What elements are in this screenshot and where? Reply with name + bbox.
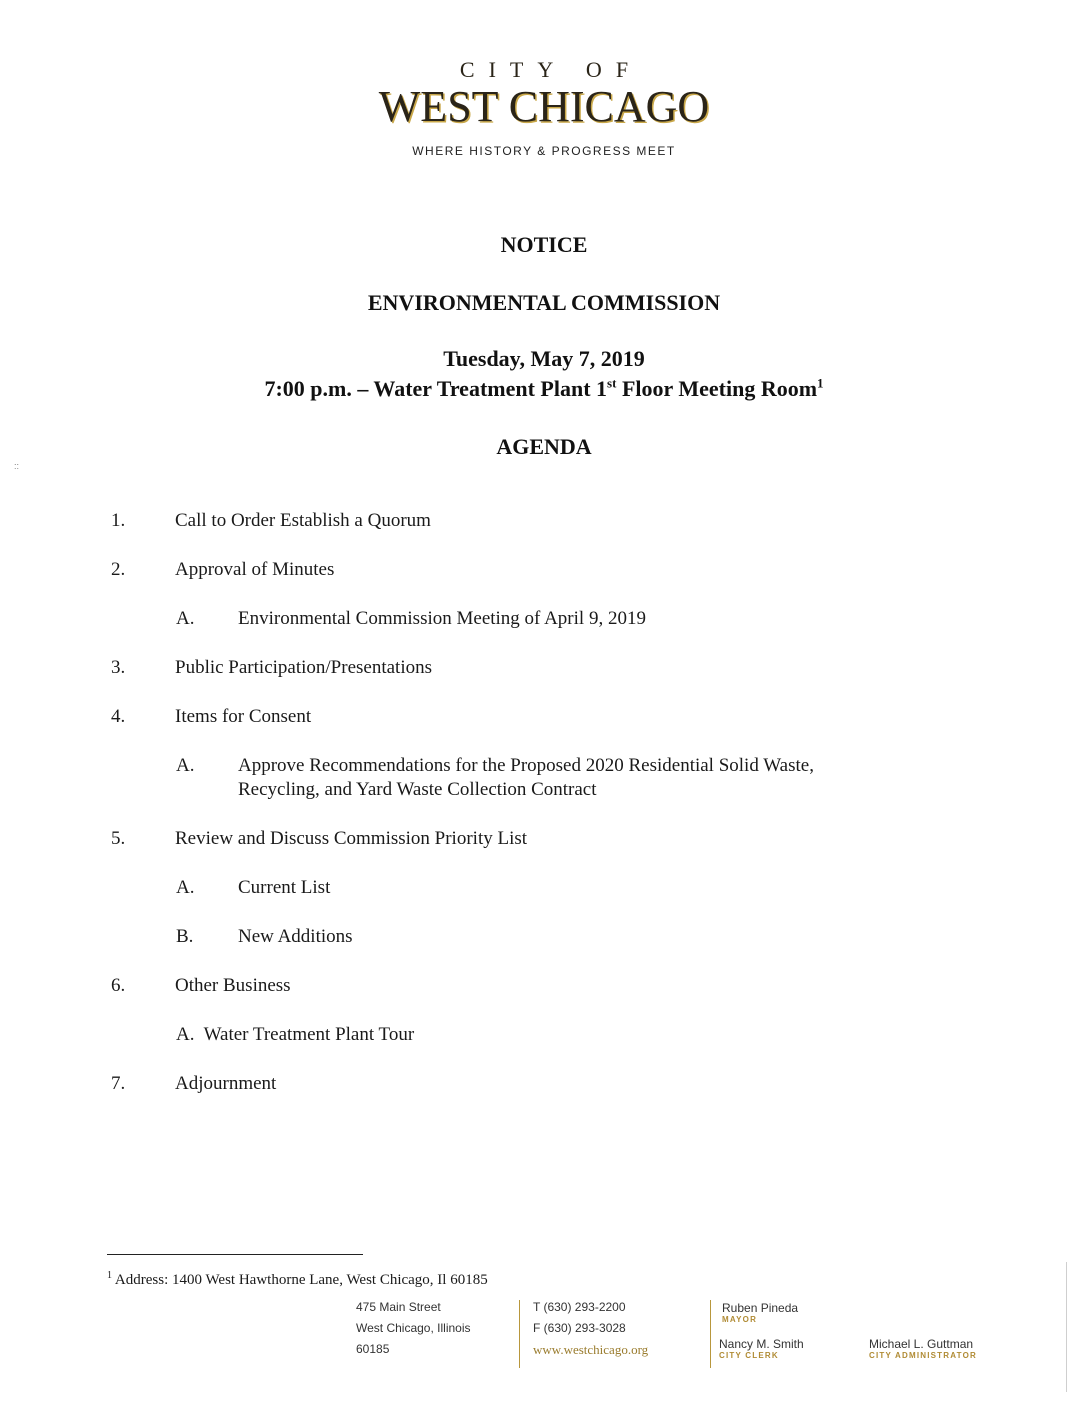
footer-contact xyxy=(533,1297,648,1360)
address-city: West Chicago, Illinois xyxy=(356,1321,471,1335)
administrator-credit xyxy=(869,1337,977,1361)
website-link[interactable]: www.westchicago.org xyxy=(533,1342,649,1357)
ordinal-suffix: st xyxy=(607,375,617,391)
agenda-item-number: 5. xyxy=(111,828,126,849)
address-street: 475 Main Street xyxy=(356,1300,441,1314)
mayor-credit xyxy=(722,1301,798,1325)
agenda-item-text: Adjournment xyxy=(175,1073,277,1094)
administrator-name: Michael L. Guttman xyxy=(869,1337,974,1351)
footnote-text: Address: 1400 West Hawthorne Lane, West Chicago, Il 60185 xyxy=(112,1272,488,1288)
footer-address xyxy=(356,1297,471,1360)
agenda-subitem-text: A. Water Treatment Plant Tour xyxy=(176,1024,415,1045)
footer-divider xyxy=(519,1300,520,1368)
administrator-title: CITY ADMINISTRATOR xyxy=(869,1351,977,1360)
letterhead xyxy=(0,58,1088,158)
agenda-item-text: Items for Consent xyxy=(175,706,312,727)
agenda-subitem-letter: A. xyxy=(176,608,195,629)
margin-mark: :: xyxy=(14,461,20,471)
agenda-item-number: 7. xyxy=(111,1073,126,1094)
footnote-rule xyxy=(107,1254,363,1255)
meeting-time-location xyxy=(0,376,1088,402)
footer-divider xyxy=(710,1300,711,1368)
agenda-subitem-text: Current List xyxy=(238,877,331,898)
agenda-item-text: Approval of Minutes xyxy=(175,559,335,580)
agenda-subitem-text: Approve Recommendations for the Proposed 2020 Residential Solid Waste, xyxy=(238,755,814,776)
commission-heading: ENVIRONMENTAL COMMISSION xyxy=(367,290,721,315)
agenda-subitem-text: Environmental Commission Meeting of April 9, 2019 xyxy=(238,608,646,629)
clerk-name: Nancy M. Smith xyxy=(719,1337,804,1351)
agenda-item-text: Review and Discuss Commission Priority List xyxy=(175,828,528,849)
time-location-text: 7:00 p.m. – Water Treatment Plant 1 xyxy=(264,376,608,401)
agenda-subitem-text: New Additions xyxy=(238,926,353,947)
mayor-name: Ruben Pineda xyxy=(722,1301,799,1315)
footnote-marker: 1 xyxy=(107,1270,112,1281)
fax-number: F (630) 293-3028 xyxy=(533,1321,626,1335)
address-zip: 60185 xyxy=(356,1342,390,1356)
agenda-item-number: 4. xyxy=(111,706,126,727)
agenda-item-number: 2. xyxy=(111,559,126,580)
letterhead-tagline: WHERE HISTORY & PROGRESS MEET xyxy=(412,144,676,158)
agenda-item-text: Other Business xyxy=(175,975,291,996)
notice-heading: NOTICE xyxy=(500,232,588,257)
agenda-subitem-letter: A. xyxy=(176,755,195,776)
agenda-item-text: Call to Order Establish a Quorum xyxy=(175,510,431,531)
clerk-credit xyxy=(719,1337,804,1361)
letterhead-city-name: WEST CHICAGO xyxy=(378,82,710,131)
agenda-subitem-letter: A. xyxy=(176,877,195,898)
agenda-item-number: 3. xyxy=(111,657,126,678)
letterhead-city-of: CITY OF xyxy=(459,57,643,82)
agenda-item-number: 6. xyxy=(111,975,126,996)
agenda-item-text: Public Participation/Presentations xyxy=(175,657,432,678)
scan-edge-line xyxy=(1066,1262,1067,1392)
footnote xyxy=(107,1267,488,1289)
agenda-subitem-text-continued: Recycling, and Yard Waste Collection Contract xyxy=(238,779,597,800)
clerk-title: CITY CLERK xyxy=(719,1351,779,1360)
agenda-heading: AGENDA xyxy=(496,434,592,459)
time-location-rest: Floor Meeting Room xyxy=(616,376,818,401)
phone-number: T (630) 293-2200 xyxy=(533,1300,626,1314)
agenda-item-number: 1. xyxy=(111,510,126,531)
meeting-date: Tuesday, May 7, 2019 xyxy=(443,346,645,371)
agenda-subitem-letter: B. xyxy=(176,926,194,947)
mayor-title: MAYOR xyxy=(722,1315,758,1324)
footnote-reference: 1 xyxy=(817,375,824,391)
